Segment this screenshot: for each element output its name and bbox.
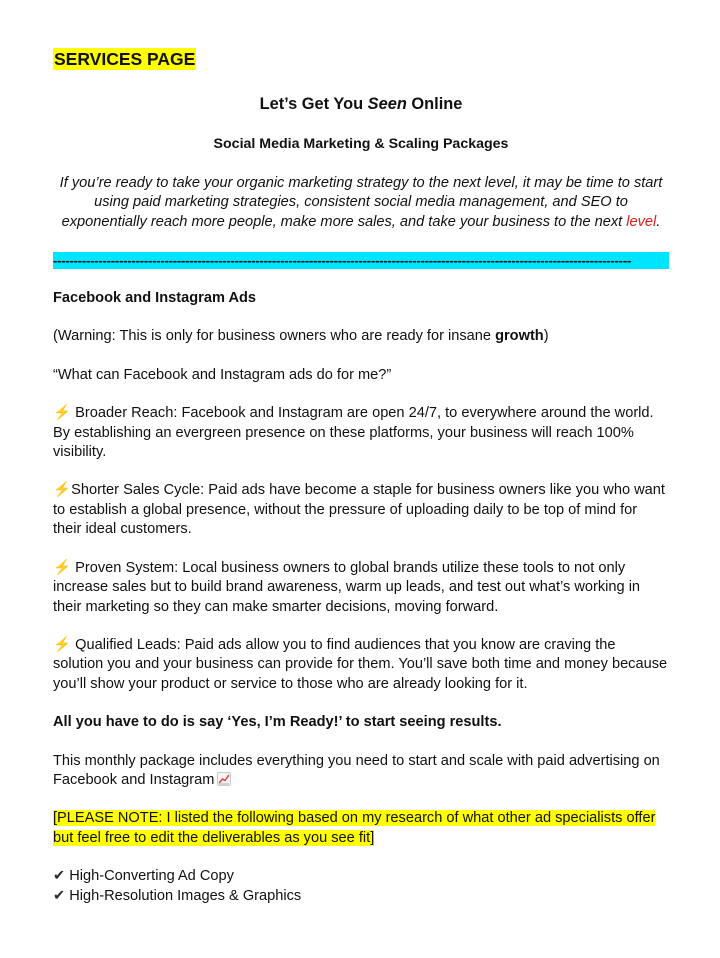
intro-paragraph [53,174,669,232]
package-description [53,752,669,791]
please-note-text: [PLEASE NOTE: I listed the following based on my research of what other ad specialists offer but feel free to edit the deliverables as you see fit] [53,810,656,846]
lightning-icon: ⚡ [53,405,72,422]
section-divider: -------------------------------------------------------------------------------------------------------------------------------------------- [53,252,669,269]
page-subtitle: Social Media Marketing & Scaling Packages [213,136,509,153]
benefit-text: Qualified Leads: Paid ads allow you to find audiences that you know are craving the solution you and your business can provide for them. You’ll save both time and money because you’ll show your product or service to those who are already looking for it. [53,636,668,692]
benefit-item [53,481,669,539]
checkmark-icon: ✔ [53,868,66,885]
deliverable-text: High-Resolution Images & Graphics [69,887,302,904]
deliverable-text: High-Converting Ad Copy [69,868,234,885]
lightning-icon: ⚡ [53,482,72,499]
please-note [53,809,669,848]
deliverables-list [53,867,669,906]
warning-text [53,327,669,346]
warning-post: ) [543,328,549,345]
benefit-text: Broader Reach: Facebook and Instagram are open 24/7, to everywhere around the world. By establishing an evergreen presence on these platforms, your business will reach 100% visibility. [53,405,654,461]
title-emphasis: Seen [367,95,407,114]
benefit-text: Proven System: Local business owners to global brands utilize these tools to not only increase sales but to build brand awareness, warm up leads, and test out what’s working in their marketing so they can make smarter decisions, moving forward. [53,559,641,615]
list-item [53,867,669,886]
benefit-item [53,636,669,694]
lightning-icon: ⚡ [53,559,72,576]
list-item [53,887,669,906]
intro-end: . [656,213,661,230]
question-text: “What can Facebook and Instagram ads do for me?” [53,366,392,383]
intro-red-word: level [626,213,657,230]
document-page [53,48,669,906]
section-heading: Facebook and Instagram Ads [53,290,257,307]
package-text: This monthly package includes everything you need to start and scale with paid advertising on Facebook and Instagram [53,752,660,788]
title-pre: Let’s Get You [259,95,368,114]
benefit-text: Shorter Sales Cycle: Paid ads have become a staple for business owners like you who want to establish a global presence, without the pressure of uploading daily to be top of mind for their ideal customers. [53,482,665,538]
warning-bold: growth [495,328,544,345]
services-page-title: SERVICES PAGE [54,49,196,69]
chart-increasing-icon [217,772,231,786]
benefit-item [53,559,669,617]
title-post: Online [406,95,463,114]
checkmark-icon: ✔ [53,887,66,904]
lightning-icon: ⚡ [53,636,72,653]
benefit-item [53,404,669,462]
warning-pre: (Warning: This is only for business owners who are ready for insane [53,328,496,345]
call-to-action: All you have to do is say ‘Yes, I’m Ready!’ to start seeing results. [53,714,502,731]
page-title [53,93,669,115]
intro-text: If you’re ready to take your organic marketing strategy to the next level, it may be time to start using paid marketing strategies, consistent social media management, and SEO to exponentially reach more people, make more sales, and take your business to the next [59,174,663,230]
services-page-label [53,48,669,71]
